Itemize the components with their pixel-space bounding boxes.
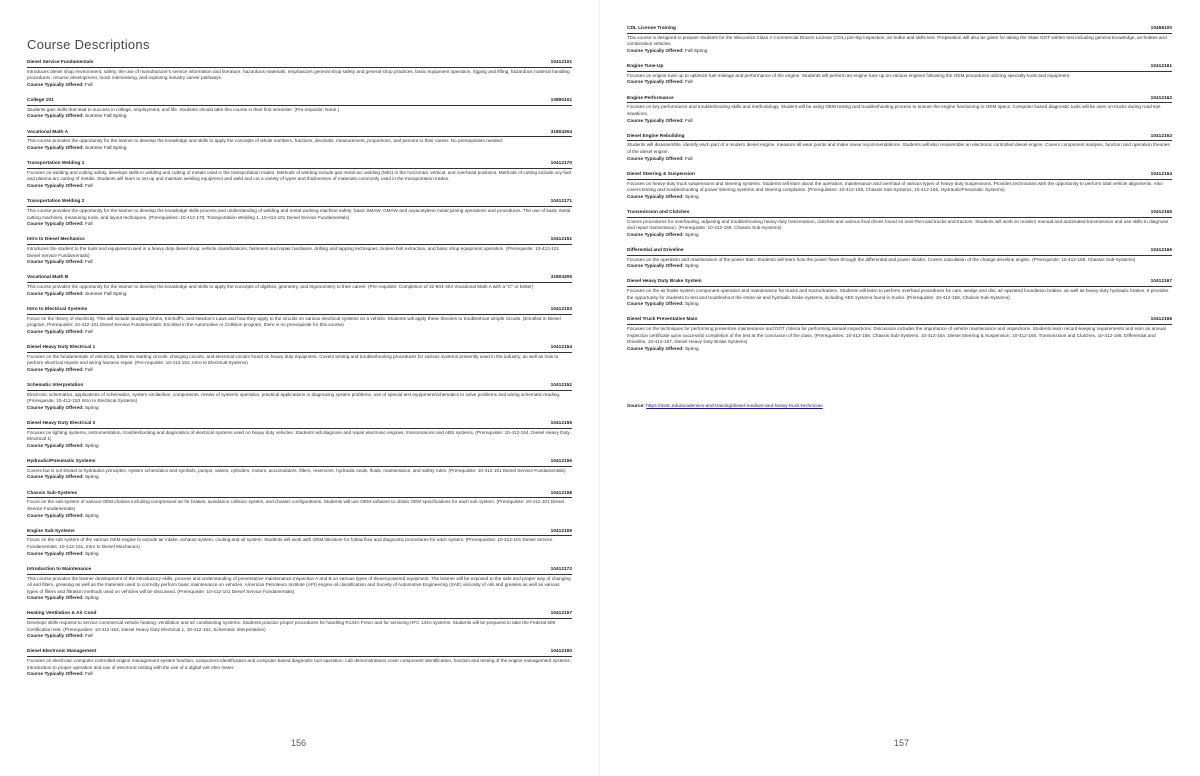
course-entry bbox=[627, 26, 1172, 55]
course-header bbox=[627, 172, 1172, 180]
course-description: This course provides the opportunity for the learner to develop the knowledge skills process and understanding of welding and metal working machine safety; basic SMAW, GMAW and oxyacetylene metal joining operations and procedures. The use of basic metal cutting machines, measuring tools, and layout techniques. (Prerequisites: 10-412-170, Transportation Welding 1, 10-412-101 Diesel Service Fundamentals) bbox=[27, 207, 571, 220]
course-offered-value: Spring bbox=[85, 442, 99, 448]
course-entry bbox=[627, 64, 1172, 86]
course-offered-label: Course Typically Offered: bbox=[27, 404, 84, 410]
course-code: 10412165 bbox=[1150, 209, 1172, 215]
course-code: 10412158 bbox=[550, 490, 572, 496]
course-title: College 101 bbox=[27, 98, 54, 104]
course-entry bbox=[27, 611, 572, 640]
course-offered-value: Fall bbox=[85, 221, 93, 227]
course-offered-label: Course Typically Offered: bbox=[27, 144, 84, 150]
course-header bbox=[627, 248, 1172, 256]
course-offered-label: Course Typically Offered: bbox=[27, 328, 84, 334]
course-list-left bbox=[27, 60, 572, 688]
course-offered bbox=[627, 118, 1172, 125]
course-code: 10412167 bbox=[1150, 279, 1172, 285]
course-title: Intro to Diesel Mechanics bbox=[27, 237, 85, 243]
course-code: 10412154 bbox=[550, 344, 572, 350]
course-offered-label: Course Typically Offered: bbox=[627, 193, 684, 199]
course-description: Focuses on key performance and troubleshooting skills and methodology. Student will be using OEM testing and troubleshooting process to ensure the engine functioning to OEM specs. Computer based diagnostic tools will be uses on trucks during road test situations. bbox=[627, 104, 1161, 116]
course-header bbox=[27, 383, 572, 391]
course-offered-value: Spring bbox=[85, 595, 99, 601]
course-offered bbox=[27, 633, 572, 640]
course-entry bbox=[27, 649, 572, 678]
course-offered bbox=[27, 291, 572, 298]
course-offered-value: Summer Fall Spring bbox=[85, 113, 127, 119]
course-offered-value: Fall bbox=[85, 259, 93, 265]
course-title: Diesel Heavy Duty Electrical 1 bbox=[27, 344, 96, 350]
page-number-left: 156 bbox=[291, 738, 307, 748]
course-title: Engine Sub-Systems bbox=[27, 528, 75, 534]
course-title: Transmission and Clutches bbox=[627, 209, 690, 215]
course-offered-value: Fall bbox=[685, 155, 693, 161]
course-description: This course provides the opportunity for the learner to develop the knowledge and skills to apply the concepts of whole numbers, fractions, decimals, measurement, proportions, and percent to their career. No prerequisites needed. bbox=[27, 138, 504, 144]
course-entry bbox=[27, 161, 572, 190]
course-offered-label: Course Typically Offered: bbox=[627, 263, 684, 269]
course-offered-value: Fall bbox=[85, 81, 93, 87]
course-offered-value: Fall bbox=[85, 671, 93, 677]
course-offered bbox=[27, 595, 572, 602]
course-code: 10412151 bbox=[550, 237, 572, 243]
course-offered-value: Spring bbox=[85, 550, 99, 556]
course-title: Introduction to Maintenance bbox=[27, 566, 92, 572]
course-offered-label: Course Typically Offered: bbox=[627, 231, 684, 237]
course-header bbox=[627, 134, 1172, 142]
course-header bbox=[627, 64, 1172, 72]
course-offered-label: Course Typically Offered: bbox=[627, 155, 684, 161]
course-offered-value: Spring bbox=[85, 474, 99, 480]
course-code: 10412163 bbox=[1150, 133, 1172, 139]
course-title: Diesel Electronic Management bbox=[27, 649, 97, 655]
course-offered-label: Course Typically Offered: bbox=[27, 512, 84, 518]
course-header bbox=[27, 421, 572, 429]
course-offered-value: Summer Fall Spring bbox=[85, 144, 127, 150]
course-entry bbox=[27, 459, 572, 481]
course-offered-value: Fall bbox=[685, 117, 693, 123]
course-title: Vocational Math A bbox=[27, 129, 69, 135]
page-number-right: 157 bbox=[894, 738, 910, 748]
course-header bbox=[27, 275, 572, 283]
course-header bbox=[27, 237, 572, 245]
course-description: Covers procedures for overhauling, adjusting and troubleshooting heavy-duty transmission, clutches and various final drives found on over-the-road trucks and tractors. Students will work on modern manual and automated transmission and use skills to diagnose and repair transmission. (Prerequisite: 10-412-158, Chassis Sub-Systems) bbox=[627, 218, 1169, 231]
course-offered-label: Course Typically Offered: bbox=[627, 346, 684, 352]
course-title: Intro to Electrical Systems bbox=[27, 306, 88, 312]
course-title: Transportation Welding 1 bbox=[27, 161, 85, 167]
page-heading: Course Descriptions bbox=[27, 37, 150, 52]
course-code: 10412161 bbox=[1150, 64, 1172, 70]
course-offered-label: Course Typically Offered: bbox=[27, 366, 84, 372]
course-description: Focuses on the fundamentals of electricity, batteries starting circuits, charging circuits, and electrical circuits found on heavy duty equipment. Covers testing and troubleshooting procedures for various systems presently used in the industry, as well as how to perform electrical repairs and wiring harness repair. (Pre-requisite: 10-412-153, Intro to Electrical Systems) bbox=[27, 353, 559, 366]
course-offered-label: Course Typically Offered: bbox=[627, 301, 684, 307]
course-offered-value: Spring bbox=[685, 301, 699, 307]
course-offered-value: Fall Spring bbox=[685, 47, 708, 53]
course-description: Focuses on the techniques for performing preventive maintenance and DOT criteria for performing annual inspections. Discussion includes the importance of vehicle maintenance and inspections. Students learn record-keeping requirements and earn an annual inspection certificate upon successful completion of the test at the conclusion of the class. (Prerequisites: 10-412-158, Chassis Sub-Systems, 10-412-164, Diesel Steering & Suspension, 10-412-165, Transmission and Clutches, 10-412-166, Differential and Driveline, 10-412-167, Diesel Heavy Duty Brake Systems) bbox=[627, 326, 1166, 345]
course-title: Engine Performance bbox=[627, 95, 674, 101]
course-offered-label: Course Typically Offered: bbox=[627, 47, 684, 53]
course-description: Introduces diesel shop environment, safety, the use of manufacturer's service information and literature, hazardous materials, emphasizes general shop safety and general shop practices, basic equipment operation, rigging and lifting, hazardous material handling procedures, resume development, mock interviewing, and exploring industry career pathways. bbox=[27, 68, 570, 81]
course-description: Focuses on lighting systems, instrumentation, troubleshooting and diagnostics of electrical systems used on heavy duty vehicles. Students will diagnose and repair electronic engines, transmissions and ABS systems. (Prerequisite: 10-412-154, Diesel Heavy Duty Electrical 1) bbox=[27, 429, 570, 442]
course-offered-value: Spring bbox=[85, 404, 99, 410]
course-offered-value: Fall bbox=[685, 79, 693, 85]
course-offered bbox=[27, 329, 572, 336]
course-code: 10412162 bbox=[1150, 95, 1172, 101]
course-entry bbox=[27, 60, 572, 89]
course-offered-value: Spring bbox=[685, 231, 699, 237]
course-title: Diesel Service Fundamentals bbox=[27, 60, 94, 65]
course-entry bbox=[627, 248, 1172, 270]
course-entry bbox=[27, 199, 572, 228]
course-offered-label: Course Typically Offered: bbox=[627, 79, 684, 85]
course-entry bbox=[627, 279, 1172, 308]
course-offered bbox=[627, 79, 1172, 86]
course-description: Focuses on electronic computer controlled engine management system function, component identification and computer-based diagnostic tool operation. Lab demonstrations cover component identification, function and testing of the engine management systems. Introduction to proper operation and use of electronic testing with the use of a digital volt ohm meter. bbox=[27, 658, 572, 670]
course-description: This course provides the learner development of the introductory skills, process and understanding of preventative maintenance inspection A and B on various types of diesel-powered equipment. The learner will be exposed to the safe and proper way of changing oil and filters, greasing as well as the materials used to correctly perform basic maintenance on vehicles. American Petroleum Institute (API) engine oil classification and Society of Automotive Engineering (SAE) viscosity of oils and greases as well as various types of filters and filtration methods used on vehicles will be discussed. (Prerequisite: 10-412-101 Diesel Service Fundamentals) bbox=[27, 575, 571, 594]
course-header bbox=[27, 491, 572, 499]
course-description: Electronic schematics, applications of schematics, system similarities, components, review of systems operation, practical applications in diagnosing system problems, use of special test equipment/schematics to solve problems and wiring schematic reading. (Prerequisite: 10-412-153 Intro to Electrical Systems) bbox=[27, 391, 561, 404]
course-code: 10412157 bbox=[550, 611, 572, 617]
course-offered-label: Course Typically Offered: bbox=[27, 474, 84, 480]
course-header bbox=[27, 130, 572, 138]
course-offered bbox=[27, 113, 572, 120]
course-code: 10412152 bbox=[550, 382, 572, 388]
course-description: Focus on the sub-system of various OEM chassis including compressed air for brakes, avoidance collision system, and chassis configurations. Students will use OEM software to obtain OEM specifications for each sub system. (Prerequisite: 10-412-101 Diesel Service Fundamentals) bbox=[27, 499, 564, 511]
course-offered bbox=[27, 474, 572, 481]
course-offered bbox=[627, 48, 1172, 55]
course-offered-value: Fall bbox=[85, 366, 93, 372]
course-offered-label: Course Typically Offered: bbox=[27, 290, 84, 296]
course-title: Vocational Math B bbox=[27, 275, 69, 281]
course-header bbox=[27, 529, 572, 537]
course-offered-label: Course Typically Offered: bbox=[27, 81, 84, 87]
course-code: 10412160 bbox=[550, 649, 572, 655]
course-list-right bbox=[627, 26, 1172, 362]
course-title: Chassis Sub-Systems bbox=[27, 490, 78, 496]
course-code: 10412159 bbox=[550, 528, 572, 534]
course-offered-value: Fall bbox=[85, 633, 93, 639]
course-entry bbox=[27, 130, 572, 152]
course-description: This course provides the opportunity for the learner to develop the knowledge and skills to apply the concepts of algebra, geometry, and trigonometry to their career. (Pre-requisite: Completion of 31-804-304 Vocational Math A with a "C" or better) bbox=[27, 284, 534, 290]
course-header bbox=[27, 98, 572, 106]
course-header bbox=[27, 567, 572, 575]
course-description: Students gain skills that lead to success in college, employment, and life. Students should take this course in their first semester. (Pre-requisite: None.) bbox=[27, 106, 340, 112]
course-code: 10412168 bbox=[1150, 317, 1172, 323]
course-offered-label: Course Typically Offered: bbox=[27, 671, 84, 677]
course-offered-label: Course Typically Offered: bbox=[627, 117, 684, 123]
course-entry bbox=[27, 421, 572, 450]
course-title: Hydraulic/Pneumatic Systems bbox=[27, 459, 96, 465]
course-entry bbox=[27, 275, 572, 297]
course-code: 10412101 bbox=[550, 60, 572, 65]
course-offered bbox=[627, 232, 1172, 239]
course-entry bbox=[627, 172, 1172, 201]
course-offered-label: Course Typically Offered: bbox=[27, 442, 84, 448]
source-citation bbox=[627, 404, 823, 409]
course-offered-value: Fall bbox=[85, 183, 93, 189]
course-header bbox=[27, 307, 572, 315]
course-offered bbox=[627, 301, 1172, 308]
course-offered bbox=[27, 671, 572, 678]
course-description: This course is designed to prepare students for the Wisconsin Class A Commercial Drivers License (CDL) pre-trip inspection, air brake and skills test. Preparation will also be given for taking the State DOT written test including general knowledge, air brakes and combination vehicles. bbox=[627, 34, 1167, 47]
course-title: Heating Ventilation & Air Cond bbox=[27, 611, 97, 617]
course-offered-label: Course Typically Offered: bbox=[27, 113, 84, 119]
source-label: Source: bbox=[627, 404, 645, 409]
course-title: Transportation Welding 2 bbox=[27, 199, 85, 205]
course-offered-label: Course Typically Offered: bbox=[27, 633, 84, 639]
course-title: Diesel Heavy Duty Electrical 2 bbox=[27, 421, 96, 426]
course-entry bbox=[27, 567, 572, 602]
course-description: Focus on the sub system of the various OEM engine to include air intake, exhaust system, cooling and oil system. Students will work with OEM literature for follow flow and diagnostic procedures for each system. (Prerequisites: 10-412-101 Diesel Service Fundamentals, 10-412-151, Intro to Diesel Mechanics) bbox=[27, 537, 553, 550]
course-title: CDL License Training bbox=[627, 26, 676, 31]
course-header bbox=[27, 345, 572, 353]
course-description: Students will disassemble, identify each part of a modern diesel engine, measure all wear points and make reuse recommendations. Students will also reassemble an electronic controlled diesel engine. Covers component analysis, function and operation theories of the diesel engine. bbox=[627, 142, 1170, 155]
course-header bbox=[627, 26, 1172, 34]
course-description: Focus on the theory of electricity. This will include studying Ohms, Kirchoff's, and Newton's Laws and how they apply to the circuits on various electrical systems on a vehicle. Students will apply these theories to troubleshoot simple circuits. (Enrolled in Diesel program, Prerequisite: 10-412-101 Diesel Service Fundamentals; Enrolled in the Automotive or Collision program, there is no prerequisite for this course) bbox=[27, 315, 561, 328]
course-offered-value: Fall bbox=[85, 328, 93, 334]
course-code: 10412153 bbox=[550, 306, 572, 312]
course-code: 10412171 bbox=[550, 199, 572, 205]
course-title: Engine Tune-Up bbox=[627, 64, 664, 70]
course-header bbox=[27, 459, 572, 467]
course-entry bbox=[27, 307, 572, 336]
course-code: 10412170 bbox=[550, 161, 572, 167]
course-code: 31804304 bbox=[550, 129, 572, 135]
course-offered bbox=[27, 145, 572, 152]
course-entry bbox=[27, 529, 572, 558]
course-code: 10412164 bbox=[1150, 171, 1172, 177]
course-entry bbox=[627, 210, 1172, 239]
course-offered bbox=[27, 513, 572, 520]
course-description: Develops skills required to service commercial vehicle heating, ventilation and air conditioning systems. Students practice proper procedures for handling R134A Freon and for servicing HFC 134A systems. Students will be prepared to take the Federal 609 Certification test. (Prerequisites: 10-412-154, Diesel Heavy Duty Electrical 1, 10-412-152, Schematic Interpretation) bbox=[27, 620, 556, 632]
course-code: 10412155 bbox=[550, 421, 572, 426]
page-right bbox=[600, 0, 1200, 776]
course-code: 10412166 bbox=[1150, 247, 1172, 253]
course-description: Introduces the student to the tools and equipment used in a heavy duty diesel shop; vehicle classifications, fasteners and repair hardware, drilling and tapping techniques, broken bolt extraction, and basic shop equipment operation. (Prerequisite: 10-412-101 Diesel Service Fundamentals) bbox=[27, 246, 560, 258]
course-header bbox=[627, 210, 1172, 218]
course-entry bbox=[627, 134, 1172, 163]
course-header bbox=[627, 96, 1172, 104]
course-description: Focuses on welding and cutting safety, develops skills in welding and cutting of metals used in the transportation trades. Methods of welding include gas metal arc welding (MIG) in the horizontal, vertical, and overhead positions. Methods of cutting include oxy-fuel and plasma arc cutting of metals. Students will learn to set up and maintain welding equipment and weld and cut a variety of types and thicknesses of materials commonly used in the transportation trades. bbox=[27, 169, 571, 182]
course-header bbox=[627, 317, 1172, 325]
course-title: Differential and Driveline bbox=[627, 247, 684, 253]
course-title: Diesel Engine Rebuilding bbox=[627, 133, 685, 139]
course-offered-label: Course Typically Offered: bbox=[27, 595, 84, 601]
course-offered bbox=[627, 194, 1172, 201]
course-offered-label: Course Typically Offered: bbox=[27, 259, 84, 265]
course-entry bbox=[27, 491, 572, 520]
course-header bbox=[27, 611, 572, 619]
course-offered-value: Spring bbox=[685, 263, 699, 269]
course-offered-value: Spring bbox=[85, 512, 99, 518]
course-code: 10890101 bbox=[550, 98, 572, 104]
course-code: 10458100 bbox=[1150, 26, 1172, 31]
course-offered bbox=[27, 551, 572, 558]
course-offered-value: Spring bbox=[685, 346, 699, 352]
course-header bbox=[27, 60, 572, 68]
course-code: 10412156 bbox=[550, 459, 572, 465]
course-header bbox=[27, 649, 572, 657]
course-entry bbox=[27, 98, 572, 120]
course-offered bbox=[27, 221, 572, 228]
course-offered-label: Course Typically Offered: bbox=[27, 221, 84, 227]
course-offered-label: Course Typically Offered: bbox=[27, 550, 84, 556]
course-offered bbox=[27, 183, 572, 190]
course-offered-label: Course Typically Offered: bbox=[27, 183, 84, 189]
course-offered bbox=[27, 367, 572, 374]
course-code: 31804305 bbox=[550, 275, 572, 281]
course-header bbox=[627, 279, 1172, 287]
course-description: Focuses on the operation and maintenance of the power train. Students will learn how the power flows through the differential and power divider. Covers calculation of the change driveline angles. (Prerequisite: 10-412-158, Chassis Sub-Systems) bbox=[627, 256, 1136, 262]
course-description: Covers but is not limited to hydraulics principles, system schematics and symbols, pumps, valves, cylinders, motors, accumulators, filters, reservoirs, hydraulic seals, fluids, maintenance, and safety rules. (Prerequisite: 10-412-101 Diesel Service Fundamentals) bbox=[27, 467, 566, 473]
course-code: 10412172 bbox=[550, 566, 572, 572]
course-offered bbox=[27, 405, 572, 412]
course-entry bbox=[27, 383, 572, 412]
course-offered-value: Summer Fall Spring bbox=[85, 290, 127, 296]
course-entry bbox=[627, 96, 1172, 125]
course-offered bbox=[27, 443, 572, 450]
course-title: Schematic Interpretation bbox=[27, 382, 84, 388]
course-offered-value: Spring bbox=[685, 193, 699, 199]
course-offered bbox=[627, 263, 1172, 270]
course-entry bbox=[27, 345, 572, 374]
course-offered bbox=[627, 156, 1172, 163]
course-entry bbox=[27, 237, 572, 266]
course-entry bbox=[627, 317, 1172, 352]
course-offered bbox=[27, 259, 572, 266]
course-offered bbox=[627, 346, 1172, 353]
course-description: Focuses on heavy-duty truck suspensions and steering systems. Students will learn about the operation, maintenance and overhaul of various types of heavy-duty suspensions. Provides technicians with the opportunity to perform total vehicle alignments. Also covers testing and troubleshooting of power steering systems and steering complaints. (Prerequisites: 10-412-158, Chassis Sub-Systems; 10-412-156, Hydraulic/Pneumatic Systems). bbox=[627, 180, 1163, 193]
course-title: Diesel Steering & Suspension bbox=[627, 171, 695, 177]
course-header bbox=[27, 161, 572, 169]
course-description: Focuses on engine tune up to optimize fuel mileage and performance of the engine. Students will perform an engine tune up on various engines following the OEM procedures utilizing specialty tools and equipment. bbox=[627, 72, 1071, 78]
course-title: Diesel Heavy Duty Brake System bbox=[627, 279, 702, 285]
course-description: Focuses on the air brake system component operation and maintenance for trucks and tractor/trailers. Students will learn to perform overhaul procedures for cam, wedge and disc air operated foundation brakes, as well as heavy-duty hydraulic brakes. It provides the opportunity for students to test and troubleshoot the entire air and hydraulic brake systems, including ABS systems found in trucks. (Prerequisite: 10-412-158, Chassis Sub-Systems) bbox=[627, 288, 1169, 300]
course-header bbox=[27, 199, 572, 207]
source-link[interactable]: https://nwtc.edu/academics-and-training/diesel-medium-and-heavy-truck-technician bbox=[646, 404, 823, 409]
course-title: Diesel Truck Preventative Main bbox=[627, 317, 698, 323]
course-offered bbox=[27, 82, 572, 89]
